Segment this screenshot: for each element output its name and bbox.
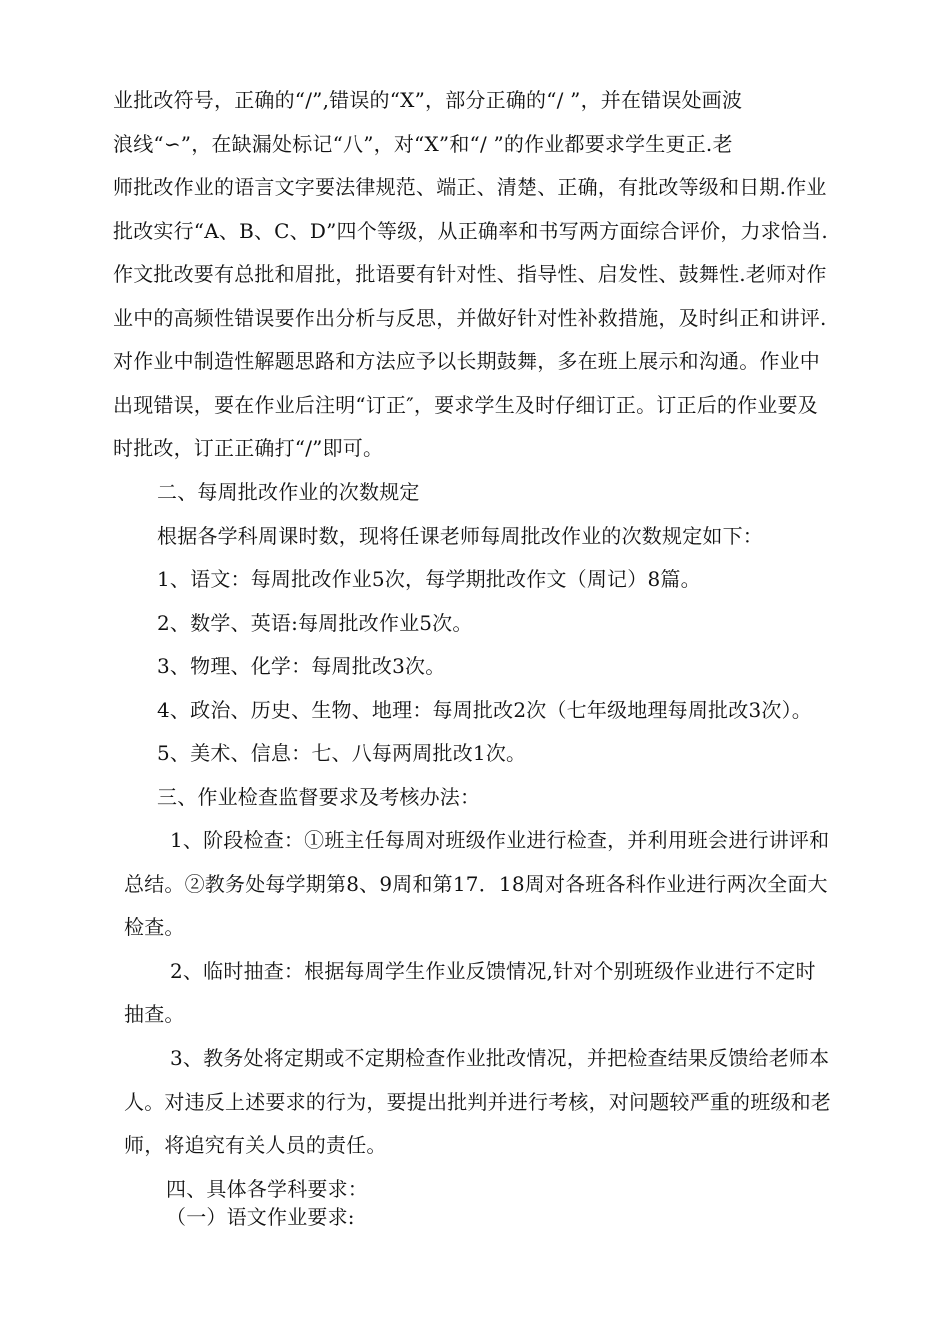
body-text-line: 检查。 — [124, 915, 185, 939]
body-text-line: 师批改作业的语言文字要法律规范、端正、清楚、正确，有批改等级和日期.作业 — [113, 175, 827, 199]
list-item: 3、物理、化学：每周批改3次。 — [157, 654, 446, 678]
section-heading: 二、每周批改作业的次数规定 — [157, 480, 420, 504]
body-text-line: 时批改，订正正确打“/”即可。 — [113, 436, 384, 460]
body-text-line: 对作业中制造性解题思路和方法应予以长期鼓舞，多在班上展示和沟通。作业中 — [113, 349, 820, 373]
subsection-heading: （一）语文作业要求: — [166, 1205, 355, 1229]
body-text-line: 业中的高频性错误要作出分析与反思，并做好针对性补救措施，及时纠正和讲评. — [113, 306, 827, 330]
list-item: 3、教务处将定期或不定期检查作业批改情况，并把检查结果反馈给老师本 — [170, 1046, 830, 1070]
body-text-line: 抽查。 — [124, 1002, 185, 1026]
body-text-line: 作文批改要有总批和眉批，批语要有针对性、指导性、启发性、鼓舞性.老师对作 — [113, 262, 827, 286]
body-text-line: 业批改符号，正确的“/”,错误的“X”，部分正确的“/ ”，并在错误处画波 — [113, 88, 743, 112]
section-heading: 四、具体各学科要求： — [166, 1177, 368, 1201]
body-text-line: 根据各学科周课时数，现将任课老师每周批改作业的次数规定如下： — [157, 524, 763, 548]
body-text-line: 师，将追究有关人员的责任。 — [124, 1133, 387, 1157]
list-item: 5、美术、信息：七、八每两周批改1次。 — [157, 741, 527, 765]
body-text-line: 人。对违反上述要求的行为，要提出批判并进行考核，对问题较严重的班级和老 — [124, 1090, 831, 1114]
body-text-line: 批改实行“A、B、C、D”四个等级，从正确率和书写两方面综合评价，力求恰当. — [113, 219, 828, 243]
list-item: 1、语文：每周批改作业5次，每学期批改作文（周记）8篇。 — [157, 567, 701, 591]
body-text-line: 总结。②教务处每学期第8、9周和第17．18周对各班各科作业进行两次全面大 — [124, 872, 828, 896]
body-text-line: 浪线“∽”，在缺漏处标记“八”，对“X”和“/ ”的作业都要求学生更正.老 — [113, 132, 733, 156]
list-item: 2、临时抽查：根据每周学生作业反馈情况,针对个别班级作业进行不定时 — [170, 959, 816, 983]
body-text-line: 出现错误，要在作业后注明“订正″，要求学生及时仔细订正。订正后的作业要及 — [113, 393, 818, 417]
list-item: 4、政治、历史、生物、地理：每周批改2次（七年级地理每周批改3次）。 — [157, 698, 812, 722]
list-item: 2、数学、英语:每周批改作业5次。 — [157, 611, 473, 635]
section-heading: 三、作业检查监督要求及考核办法： — [157, 785, 481, 809]
list-item: 1、阶段检查：①班主任每周对班级作业进行检查，并利用班会进行讲评和 — [170, 828, 830, 852]
